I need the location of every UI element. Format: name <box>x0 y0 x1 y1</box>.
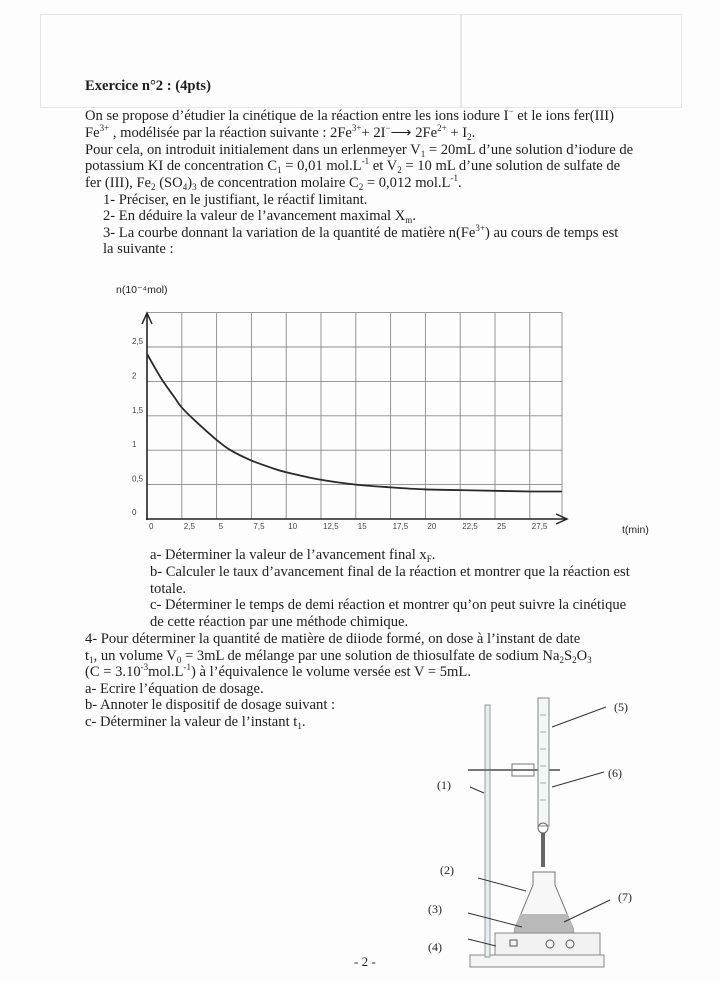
x-tick-label: 25 <box>497 522 506 531</box>
text-segment: = 0,01 mol.L <box>281 158 362 175</box>
magnetic-stirrer <box>495 933 600 955</box>
y-axis-label: n(10⁻⁴mol) <box>116 284 168 296</box>
y-tick-label: 2 <box>132 371 137 381</box>
text-segment: , modélisée par la réaction suivante : 2Fe <box>109 124 352 141</box>
text-segment: . <box>301 714 306 730</box>
x-tick-label: 10 <box>288 522 298 531</box>
subscript-text: 3 <box>587 654 592 665</box>
text-line <box>85 714 306 730</box>
supscript-text: 2+ <box>437 122 447 133</box>
text-segment: et V <box>369 158 398 175</box>
text-line <box>150 547 435 563</box>
text-segment: la suivante : <box>103 241 174 258</box>
x-tick-label: 2,5 <box>183 522 195 531</box>
text-segment: 1- Préciser, en le justifiant, le réactif limitant. <box>103 192 368 208</box>
chart-axes <box>142 313 567 524</box>
text-segment: a- Déterminer la valeur de l’avancement final x <box>150 547 427 563</box>
subscript-text: 2 <box>151 182 156 193</box>
text-segment: . <box>471 124 476 141</box>
text-segment: Pour cela, on introduit initialement dans un erlenmeyer V <box>85 141 421 158</box>
text-line <box>85 631 580 647</box>
flask-solution <box>515 914 574 935</box>
subscript-text: 1 <box>420 148 426 159</box>
text-segment: = 20mL d’une solution d’iodure de <box>425 141 634 158</box>
text-line <box>85 697 335 713</box>
text-segment: + I <box>446 124 468 141</box>
text-segment: Fe <box>85 124 100 141</box>
text-line <box>85 681 264 697</box>
text-segment: ) à l’équivalence le volume versée est V = 5mL. <box>190 664 471 681</box>
subscript-text: 3 <box>192 182 197 193</box>
subscript-text: 1 <box>297 721 302 731</box>
subscript-text: 0 <box>176 654 182 665</box>
text-segment: totale. <box>150 580 187 597</box>
text-segment: = 3mL de mélange par une solution de thiosulfate de sodium Na <box>181 647 560 664</box>
y-tick-label: 0,5 <box>132 474 144 484</box>
subscript-text: 1 <box>89 654 94 665</box>
text-segment: 3- La courbe donnant la variation de la quantité de matière n(Fe <box>103 224 476 241</box>
x-tick-label: 12,5 <box>323 522 339 531</box>
text-segment: , un volume V <box>93 647 177 664</box>
text-segment: . <box>431 547 436 563</box>
y-tick-label: 0 <box>132 508 137 517</box>
text-segment: ) <box>187 175 193 192</box>
supscript-text: -3 <box>140 662 149 673</box>
text-segment: de concentration molaire C <box>196 175 359 192</box>
text-segment: et le ions fer(III) <box>513 108 615 124</box>
text-segment: potassium KI de concentration C <box>85 158 278 175</box>
text-segment: S <box>563 647 573 664</box>
subscript-text: 2 <box>358 182 364 193</box>
burette <box>538 698 549 826</box>
text-segment: c- Déterminer le temps de demi réaction et montrer qu’on peut suivre la cinétique <box>150 597 627 614</box>
text-line <box>85 648 592 664</box>
text-line <box>150 564 630 580</box>
apparatus-label-6: (6) <box>608 766 622 780</box>
subscript-text: F <box>426 554 432 564</box>
subscript-text: 4 <box>182 182 188 193</box>
text-segment: fer (III), Fe <box>85 175 152 192</box>
chart-tick-labels <box>132 337 548 531</box>
apparatus-label-7: (7) <box>618 890 632 904</box>
x-axis-label: t(min) <box>622 524 649 536</box>
text-line <box>85 142 633 158</box>
text-segment: On se propose d’étudier la cinétique de la réaction entre les ions iodure I <box>85 108 509 124</box>
y-tick-label: 1 <box>132 440 137 450</box>
text-line <box>85 158 620 174</box>
text-segment: mol.L <box>148 664 184 681</box>
subscript-text: 2 <box>572 654 577 665</box>
text-segment: + 2I <box>361 124 386 141</box>
text-line <box>85 122 476 142</box>
text-line <box>85 175 462 191</box>
text-line <box>150 614 408 630</box>
supscript-text: − <box>508 106 514 116</box>
text-segment: (C = 3.10 <box>85 664 141 681</box>
text-line <box>150 597 626 613</box>
text-segment: . <box>412 208 416 225</box>
supscript-text: − <box>385 122 391 133</box>
apparatus-label-5: (5) <box>614 700 628 714</box>
x-tick-label: 15 <box>357 522 367 531</box>
text-segment: c- Déterminer la valeur de l’instant t <box>85 714 298 730</box>
subscript-text: 1 <box>277 165 282 176</box>
text-segment: t <box>85 647 90 664</box>
text-segment: b- Calculer le taux d’avancement final de la réaction et montrer que la réaction est <box>150 563 630 580</box>
text-segment: (SO <box>155 175 183 192</box>
apparatus-label-4: (4) <box>428 940 442 954</box>
text-segment: 2- En déduire la valeur de l’avancement maximal X <box>103 208 406 225</box>
text-line <box>85 108 614 124</box>
supscript-text: 3+ <box>475 222 485 233</box>
text-line <box>150 581 186 597</box>
y-tick-label: 2,5 <box>132 337 144 346</box>
x-tick-label: 7,5 <box>253 522 265 531</box>
text-segment: O <box>576 647 588 664</box>
text-line <box>103 222 619 241</box>
supscript-text: -1 <box>361 156 370 167</box>
supscript-text: 3+ <box>351 122 362 133</box>
text-segment: = 10 mL d’une solution de sulfate de <box>401 158 621 175</box>
text-segment: . <box>457 175 462 192</box>
chart-grid <box>147 313 562 519</box>
x-tick-label: 27,5 <box>531 522 548 531</box>
x-tick-label: 22,5 <box>462 522 478 531</box>
supscript-text: -1 <box>183 662 191 673</box>
page-number: - 2 - <box>354 954 376 969</box>
supscript-text: 3+ <box>99 122 110 133</box>
subscript-text: 2 <box>559 654 564 665</box>
y-tick-label: 1,5 <box>132 405 144 415</box>
apparatus-label-3: (3) <box>428 902 442 916</box>
titration-apparatus <box>400 690 660 977</box>
text-segment: = 0,012 mol.L <box>363 175 451 192</box>
subscript-text: 2 <box>467 131 472 142</box>
text-segment: ) au cours de temps est <box>484 224 619 241</box>
text-segment: ⟶ 2Fe <box>390 124 438 141</box>
text-segment: 4- Pour déterminer la quantité de matière de diiode formé, on dose à l’instant de date <box>85 631 581 647</box>
x-tick-label: 0 <box>149 522 154 531</box>
titration-apparatus-drawing <box>400 690 660 977</box>
text-line <box>103 192 367 208</box>
subscript-text: 2 <box>397 165 402 176</box>
apparatus-label-1: (1) <box>437 778 451 792</box>
apparatus-label-2: (2) <box>440 863 454 877</box>
supscript-text: -1 <box>450 173 458 184</box>
x-tick-label: 5 <box>218 522 224 531</box>
text-line <box>103 241 174 257</box>
x-tick-label: 20 <box>427 522 437 531</box>
series-n-fe3-curve <box>147 354 562 492</box>
subscript-text: m <box>405 215 413 226</box>
text-line <box>103 208 416 224</box>
text-segment: b- Annoter le dispositif de dosage suivant : <box>85 697 336 714</box>
exercise-title: Exercice n°2 : (4pts) <box>85 78 211 94</box>
text-line <box>85 664 471 680</box>
text-segment: a- Ecrire l’équation de dosage. <box>85 680 264 697</box>
x-tick-label: 17,5 <box>392 522 409 531</box>
text-segment: de cette réaction par une méthode chimique. <box>150 614 409 631</box>
stand-rod <box>485 705 490 957</box>
